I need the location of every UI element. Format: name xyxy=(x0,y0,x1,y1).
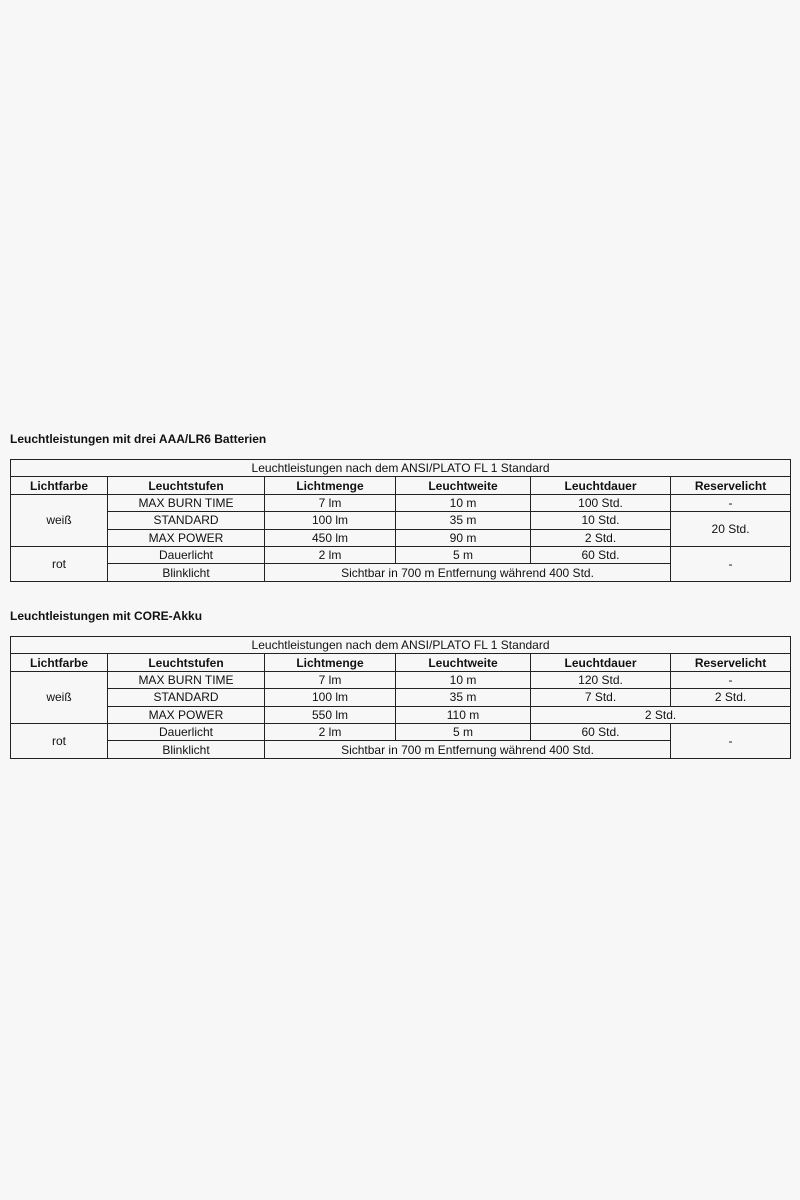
leuchtdauer-cell: 60 Std. xyxy=(531,723,671,740)
header-leuchtstufen: Leuchtstufen xyxy=(108,654,265,671)
leuchtstufe-cell: MAX POWER xyxy=(108,529,265,546)
lichtfarbe-cell: weiß xyxy=(11,671,108,723)
header-leuchtstufen: Leuchtstufen xyxy=(108,477,265,494)
leuchtweite-cell: 10 m xyxy=(396,494,531,511)
spec-table-batteries xyxy=(10,459,791,582)
lichtfarbe-cell: rot xyxy=(11,546,108,581)
table-row xyxy=(11,546,791,563)
lichtmenge-cell: 7 lm xyxy=(265,494,396,511)
lichtmenge-cell: 450 lm xyxy=(265,529,396,546)
leuchtdauer-cell: 7 Std. xyxy=(531,689,671,706)
leuchtstufe-cell: Dauerlicht xyxy=(108,723,265,740)
leuchtweite-cell: 5 m xyxy=(396,546,531,563)
header-leuchtdauer: Leuchtdauer xyxy=(531,477,671,494)
section-title-core-akku: Leuchtleistungen mit CORE-Akku xyxy=(10,609,203,623)
header-lichtmenge: Lichtmenge xyxy=(265,654,396,671)
reservelicht-cell: - xyxy=(671,671,791,688)
lichtfarbe-cell: rot xyxy=(11,723,108,758)
leuchtweite-cell: 35 m xyxy=(396,512,531,529)
table-header-row xyxy=(11,654,791,671)
leuchtstufe-cell: MAX BURN TIME xyxy=(108,494,265,511)
blinklicht-info-cell: Sichtbar in 700 m Entfernung während 400 Std. xyxy=(265,741,671,758)
table-header-row xyxy=(11,477,791,494)
table-row xyxy=(11,512,791,529)
lichtmenge-cell: 7 lm xyxy=(265,671,396,688)
leuchtdauer-cell: 60 Std. xyxy=(531,546,671,563)
leuchtdauer-cell: 100 Std. xyxy=(531,494,671,511)
reservelicht-cell: - xyxy=(671,723,791,758)
table-caption-row xyxy=(11,637,791,654)
header-reservelicht: Reservelicht xyxy=(671,654,791,671)
blinklicht-info-cell: Sichtbar in 700 m Entfernung während 400 Std. xyxy=(265,564,671,581)
table-row xyxy=(11,689,791,706)
header-reservelicht: Reservelicht xyxy=(671,477,791,494)
table-row xyxy=(11,494,791,511)
header-leuchtweite: Leuchtweite xyxy=(396,654,531,671)
leuchtweite-cell: 10 m xyxy=(396,671,531,688)
section-title-batteries: Leuchtleistungen mit drei AAA/LR6 Batterien xyxy=(10,432,267,446)
lichtmenge-cell: 100 lm xyxy=(265,512,396,529)
leuchtweite-cell: 110 m xyxy=(396,706,531,723)
table-row xyxy=(11,671,791,688)
lichtmenge-cell: 2 lm xyxy=(265,723,396,740)
lichtmenge-cell: 2 lm xyxy=(265,546,396,563)
header-lichtfarbe: Lichtfarbe xyxy=(11,477,108,494)
leuchtstufe-cell: MAX BURN TIME xyxy=(108,671,265,688)
leuchtstufe-cell: STANDARD xyxy=(108,689,265,706)
table-row xyxy=(11,706,791,723)
header-lichtmenge: Lichtmenge xyxy=(265,477,396,494)
leuchtdauer-cell: 2 Std. xyxy=(531,529,671,546)
table-caption: Leuchtleistungen nach dem ANSI/PLATO FL 1 Standard xyxy=(11,460,791,477)
table-row xyxy=(11,723,791,740)
reservelicht-cell: 20 Std. xyxy=(671,512,791,547)
spec-table-core-akku xyxy=(10,636,791,759)
leuchtweite-cell: 35 m xyxy=(396,689,531,706)
leuchtstufe-cell: Blinklicht xyxy=(108,564,265,581)
leuchtstufe-cell: Blinklicht xyxy=(108,741,265,758)
lichtmenge-cell: 550 lm xyxy=(265,706,396,723)
leuchtdauer-cell: 120 Std. xyxy=(531,671,671,688)
lichtmenge-cell: 100 lm xyxy=(265,689,396,706)
reservelicht-cell: - xyxy=(671,546,791,581)
header-leuchtdauer: Leuchtdauer xyxy=(531,654,671,671)
leuchtweite-cell: 5 m xyxy=(396,723,531,740)
lichtfarbe-cell: weiß xyxy=(11,494,108,546)
leuchtdauer-reservelicht-cell: 2 Std. xyxy=(531,706,791,723)
leuchtweite-cell: 90 m xyxy=(396,529,531,546)
leuchtstufe-cell: STANDARD xyxy=(108,512,265,529)
leuchtdauer-cell: 10 Std. xyxy=(531,512,671,529)
leuchtstufe-cell: MAX POWER xyxy=(108,706,265,723)
header-lichtfarbe: Lichtfarbe xyxy=(11,654,108,671)
header-leuchtweite: Leuchtweite xyxy=(396,477,531,494)
leuchtstufe-cell: Dauerlicht xyxy=(108,546,265,563)
reservelicht-cell: - xyxy=(671,494,791,511)
table-caption-row xyxy=(11,460,791,477)
reservelicht-cell: 2 Std. xyxy=(671,689,791,706)
table-caption: Leuchtleistungen nach dem ANSI/PLATO FL 1 Standard xyxy=(11,637,791,654)
